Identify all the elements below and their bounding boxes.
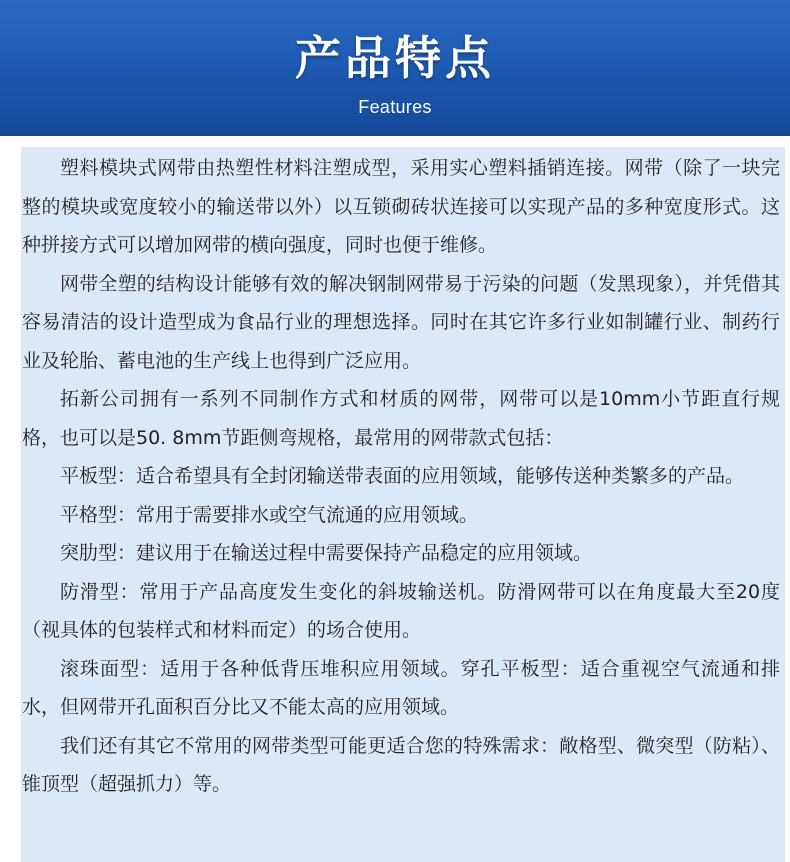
page-subtitle: Features (358, 97, 432, 117)
paragraph-types-intro: 拓新公司拥有一系列不同制作方式和材质的网带，网带可以是10mm小节距直行规格，也可以是50. 8mm节距侧弯规格，最常用的网带款式包括： (22, 388, 780, 449)
paragraph-flat-top: 平板型：适合希望具有全封闭输送带表面的应用领域，能够传送种类繁多的产品。 (60, 465, 745, 487)
page-title: 产品特点 (295, 31, 495, 85)
paragraph-intro: 塑料模块式网带由热塑性材料注塑成型，采用实心塑料插销连接。网带（除了一块完整的模块或宽度较小的输送带以外）以互锁砌砖状连接可以实现产品的多种宽度形式。这种拼接方式可以增加网带的横向强度，同时也便于维修。 (22, 157, 780, 256)
paragraph-advantages: 网带全塑的结构设计能够有效的解决钢制网带易于污染的问题（发黑现象），并凭借其容易清洁的设计造型成为食品行业的理想选择。同时在其它许多行业如制罐行业、制药行业及轮胎、蓄电池的生产线上也得到广泛应用。 (22, 272, 780, 372)
paragraph-roller-top: 滚珠面型：适用于各种低背压堆积应用领域。穿孔平板型：适合重视空气流通和排水，但网带开孔面积百分比又不能太高的应用领域。 (22, 657, 780, 718)
paragraph-anti-slip: 防滑型：常用于产品高度发生变化的斜坡输送机。防滑网带可以在角度最大至20度（视具体的包装样式和材料而定）的场合使用。 (22, 580, 780, 641)
features-content-box (21, 147, 785, 862)
features-text (22, 149, 780, 804)
paragraph-flat-grid: 平格型：常用于需要排水或空气流通的应用领域。 (60, 503, 479, 526)
paragraph-raised-rib: 突肋型：建议用于在输送过程中需要保持产品稳定的应用领域。 (60, 542, 593, 564)
header-banner (0, 0, 790, 136)
paragraph-other-types: 我们还有其它不常用的网带类型可能更适合您的特殊需求：敞格型、微突型（防粘）、锥顶型（超强抓力）等。 (22, 734, 780, 795)
